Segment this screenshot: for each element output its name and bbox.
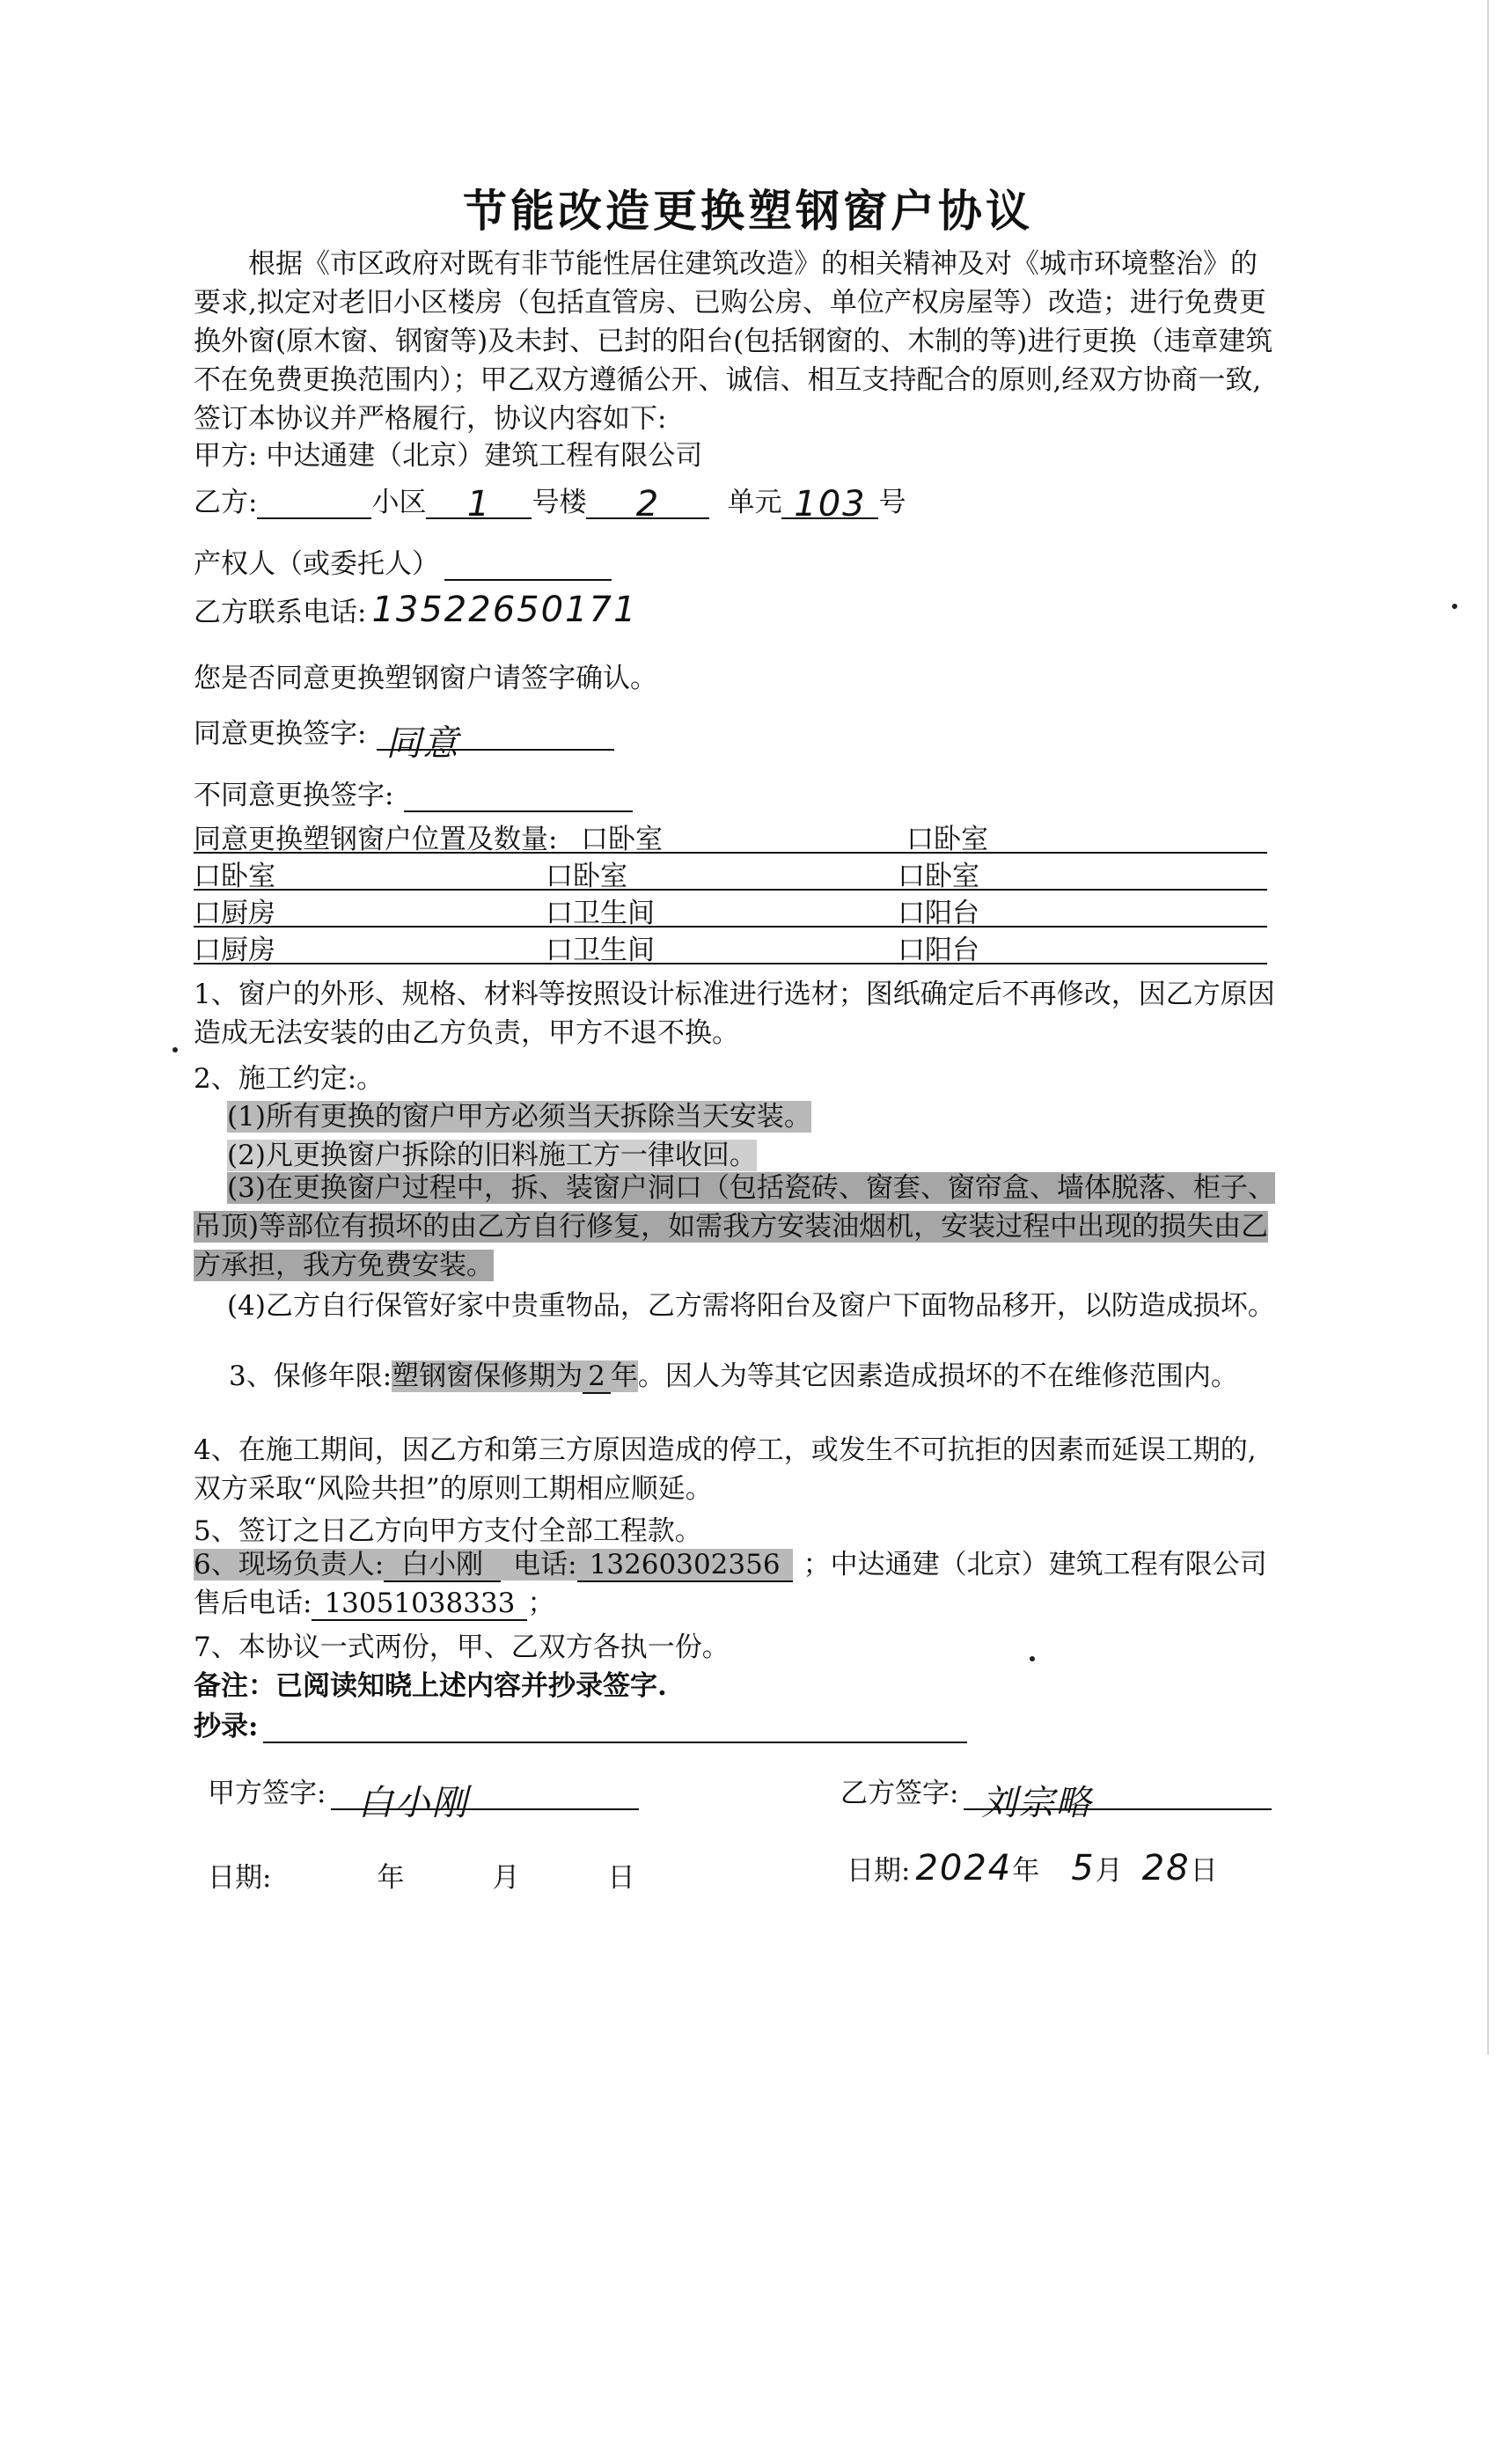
- clause-3-warranty-label: 塑钢窗保修期为: [392, 1360, 583, 1392]
- intro-paragraph: 根据《市区政府对既有非节能性居住建筑改造》的相关精神及对《城市环境整治》的要求,拟定对老旧小区楼房（包括直管房、已购公房、单位产权房屋等）改造；进行免费更换外窗(原木窗、钢窗等)及未封、已封的阳台(包括钢窗的、木制的等)进行更换（违章建筑不在免费更换范围内）；甲乙双方遵循公开、诚信、相互支持配合的原则,经双方协商一致,签订本协议并严格履行，协议内容如下:: [194, 248, 1273, 435]
- blank-area: [0, 2055, 1496, 2464]
- clause-3-suffix: 。因人为等其它因素造成损坏的不在维修范围内。: [637, 1360, 1238, 1392]
- confirm-prompt: 您是否同意更换塑钢窗户请签字确认。: [194, 663, 657, 694]
- date-b-day-value: 28: [1141, 1848, 1191, 1888]
- date-a-year: 年: [377, 1862, 405, 1894]
- agree-signature: 同意: [377, 715, 614, 751]
- window-cell[interactable]: 口阳台: [898, 935, 979, 966]
- unit-label: 单元: [727, 487, 782, 518]
- sign-b-line: [840, 1771, 1272, 1823]
- site-manager-tel: 13260302356: [577, 1549, 793, 1582]
- owner-blank[interactable]: [444, 546, 612, 581]
- window-cell[interactable]: 口卧室: [546, 861, 627, 892]
- clause-5: 5、签订之日乙方向甲方支付全部工程款。: [194, 1515, 702, 1547]
- warranty-unit: 年: [610, 1360, 638, 1392]
- clause-6: [194, 1545, 1276, 1623]
- disagree-blank[interactable]: [404, 777, 633, 812]
- disagree-line: [194, 773, 633, 812]
- sign-a-signature: 白小刚: [331, 1775, 639, 1810]
- window-cell[interactable]: 口卧室: [581, 824, 663, 855]
- window-row-1: [194, 817, 1267, 854]
- clause-4: 4、在施工期间，因乙方和第三方原因造成的停工，或发生不可抗拒的因素而延误工期的,双方采取“风险共担”的原则工期相应顺延。: [194, 1434, 1257, 1505]
- site-manager-name: 白小刚: [384, 1549, 501, 1582]
- copy-label: 抄录:: [194, 1711, 259, 1742]
- date-a-month: 月: [492, 1862, 520, 1894]
- clause-3-prefix: 3、保修年限:: [229, 1360, 392, 1392]
- window-heading: 同意更换塑钢窗户位置及数量:: [194, 824, 558, 855]
- owner-line: [194, 541, 612, 581]
- date-b-year-value: 2024: [915, 1848, 1013, 1888]
- party-a-line: 甲方: 中达通建（北京）建筑工程有限公司: [194, 440, 703, 472]
- clause-2-2: [227, 1133, 757, 1172]
- clause-2-3: [194, 1169, 1276, 1285]
- date-b-day: 日: [1190, 1855, 1218, 1887]
- unit-value: 103: [781, 484, 878, 519]
- window-cell[interactable]: 口卧室: [906, 824, 988, 855]
- clause-6-highlight: [194, 1549, 793, 1580]
- window-cell[interactable]: 口阳台: [898, 898, 979, 929]
- party-b-label: 乙方:: [194, 487, 258, 518]
- window-row-4: [194, 928, 1267, 964]
- clause-2-1: [227, 1094, 811, 1133]
- date-b-month: 月: [1095, 1855, 1123, 1887]
- clause-2-4: (4)乙方自行保管好家中贵重物品，乙方需将阳台及窗户下面物品移开，以防造成损坏。: [227, 1290, 1275, 1322]
- sign-a-line: [208, 1771, 639, 1823]
- sign-a-label: 甲方签字:: [208, 1778, 326, 1809]
- sign-b-signature: 刘宗略: [964, 1775, 1272, 1810]
- date-a-line: [208, 1855, 634, 1895]
- window-cell[interactable]: 口卫生间: [546, 898, 655, 929]
- sign-b-label: 乙方签字:: [840, 1778, 959, 1809]
- owner-label: 产权人（或委托人）: [194, 548, 439, 580]
- site-manager-tel-label: 电话:: [513, 1549, 577, 1580]
- date-a-label: 日期:: [208, 1862, 272, 1894]
- window-cell[interactable]: 口卧室: [194, 861, 275, 892]
- scan-speck: [1452, 604, 1457, 609]
- phone-label: 乙方联系电话:: [194, 597, 367, 628]
- phone-value: 13522650171: [371, 590, 638, 630]
- window-cell[interactable]: 口厨房: [194, 898, 275, 929]
- agree-label: 同意更换签字:: [194, 718, 367, 750]
- clause-2-2-text: (2)凡更换窗户拆除的旧料施工方一律收回。: [227, 1140, 757, 1171]
- date-b-label: 日期:: [847, 1855, 911, 1887]
- service-tel: 13051038333: [312, 1588, 527, 1621]
- clause-2-title: 2、施工约定:。: [194, 1063, 385, 1095]
- window-cell[interactable]: 口厨房: [194, 935, 275, 966]
- number-label: 号: [878, 487, 906, 518]
- clause-1: 1、窗户的外形、规格、材料等按照设计标准进行选材；图纸确定后不再修改，因乙方原因造成无法安装的由乙方负责，甲方不退不换。: [194, 979, 1275, 1049]
- copy-blank[interactable]: [263, 1708, 967, 1743]
- community-label: 小区: [371, 487, 427, 518]
- building-value: 2: [586, 484, 709, 519]
- clause-2-3-text: (3)在更换窗户过程中，拆、装窗户洞口（包括瓷砖、窗套、窗帘盒、墙体脱落、柜子、吊顶)等部位有损坏的由乙方自行修复，如需我方安装油烟机，安装过程中出现的损失由乙方承担，我方免费安装。: [194, 1172, 1275, 1281]
- date-b-year: 年: [1012, 1855, 1040, 1887]
- phone-line: [194, 590, 637, 630]
- clause-3: [194, 1357, 1276, 1396]
- clause-3-highlight: [392, 1360, 638, 1392]
- window-row-3: [194, 891, 1267, 928]
- disagree-label: 不同意更换签字:: [194, 780, 394, 811]
- date-b-month-value: 5: [1071, 1848, 1096, 1888]
- scan-edge-line: [1487, 0, 1489, 2055]
- service-tel-label: ；中达通建（北京）建筑工程有限公司售后电话:: [194, 1549, 1267, 1619]
- warranty-years: 2: [583, 1360, 611, 1394]
- clause-6-end: ；: [527, 1588, 555, 1619]
- copy-line: [194, 1704, 967, 1743]
- date-a-day: 日: [607, 1862, 635, 1894]
- community-value: 1: [426, 484, 532, 519]
- clause-7: 7、本协议一式两份，甲、乙双方各执一份。: [194, 1632, 730, 1663]
- window-row-2: [194, 854, 1267, 891]
- clause-2-1-text: (1)所有更换的窗户甲方必须当天拆除当天安装。: [227, 1101, 811, 1133]
- agree-line: [194, 711, 614, 764]
- remark: 备注：已阅读知晓上述内容并抄录签字.: [194, 1670, 667, 1702]
- date-b-line: [847, 1848, 1218, 1888]
- scan-speck: [1030, 1656, 1035, 1661]
- scan-speck: [172, 1047, 178, 1052]
- party-b-line: [194, 480, 906, 524]
- document-title: 节能改造更换塑钢窗户协议: [463, 186, 1033, 237]
- window-cell[interactable]: 口卫生间: [546, 935, 655, 966]
- building-label: 号楼: [532, 487, 587, 518]
- window-cell[interactable]: 口卧室: [898, 861, 979, 892]
- party-b-name-blank[interactable]: [257, 484, 371, 519]
- site-manager-label: 6、现场负责人:: [194, 1549, 385, 1580]
